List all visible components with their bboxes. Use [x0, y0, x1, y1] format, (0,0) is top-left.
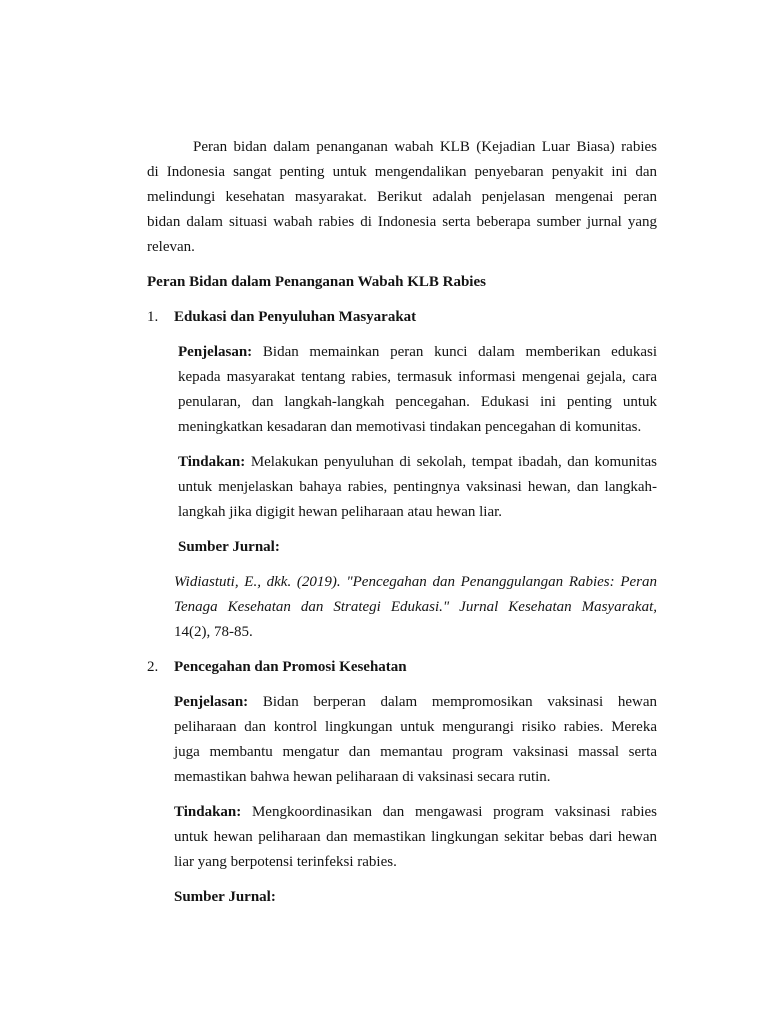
tindakan-label: Tindakan: — [174, 803, 242, 820]
sumber-jurnal-heading — [178, 535, 657, 560]
intro-line — [147, 185, 657, 210]
tindakan-label: Tindakan: — [178, 453, 246, 470]
intro-line-text: relevan. — [147, 238, 195, 255]
citation-line — [174, 620, 657, 645]
citation-line — [174, 595, 657, 620]
intro-line-text: melindungi kesehatan masyarakat. Berikut adalah penjelasan mengenai peran — [147, 188, 657, 205]
paragraph-line-content — [174, 800, 657, 825]
list-item-number: 1. — [147, 308, 159, 325]
penjelasan-paragraph — [174, 690, 657, 790]
section-heading-text: Peran Bidan dalam Penanganan Wabah KLB Rabies — [147, 273, 486, 290]
penjelasan-paragraph — [178, 340, 657, 440]
paragraph-line-text: untuk hewan peliharaan dan memastikan lingkungan sekitar bebas dari hewan — [174, 828, 657, 845]
intro-line — [147, 235, 657, 260]
paragraph-line-text: liar yang berpotensi terinfeksi rabies. — [174, 853, 397, 870]
paragraph-line-text: Bidan memainkan peran kunci dalam memberikan edukasi — [262, 343, 658, 360]
paragraph-line — [178, 340, 657, 365]
penjelasan-label: Penjelasan: — [174, 693, 249, 710]
citation-line-text: Widiastuti, E., dkk. (2019). "Pencegahan dan Penanggulangan Rabies: Peran — [174, 573, 657, 590]
paragraph-line — [178, 365, 657, 390]
paragraph-line — [174, 765, 657, 790]
paragraph-line-text: untuk menjelaskan bahaya rabies, pentingnya vaksinasi hewan, dan langkah- — [178, 478, 657, 495]
paragraph-line-text: peliharaan dan kontrol lingkungan untuk mengurangi risiko rabies. Mereka — [174, 718, 657, 735]
paragraph-line — [178, 500, 657, 525]
paragraph-line-content — [178, 450, 657, 475]
paragraph-line-text: Melakukan penyuluhan di sekolah, tempat ibadah, dan komunitas — [250, 453, 658, 470]
list-item-title — [147, 655, 657, 680]
paragraph-line-text: penularan, dan langkah-langkah pencegahan. Edukasi ini penting untuk — [178, 393, 657, 410]
paragraph-line — [174, 825, 657, 850]
penjelasan-label: Penjelasan: — [178, 343, 253, 360]
list-item-title-text: Pencegahan dan Promosi Kesehatan — [174, 658, 407, 675]
paragraph-line — [174, 690, 657, 715]
paragraph-line — [178, 450, 657, 475]
paragraph-line-content — [178, 340, 657, 365]
intro-line — [147, 135, 657, 160]
paragraph-line — [178, 390, 657, 415]
paragraph-line — [174, 740, 657, 765]
paragraph-line-text: Bidan berperan dalam mempromosikan vaksinasi hewan — [262, 693, 657, 710]
document-page — [147, 135, 657, 910]
journal-citation — [174, 570, 657, 645]
intro-line — [147, 210, 657, 235]
list-item-number: 2. — [147, 658, 159, 675]
tindakan-paragraph — [174, 800, 657, 875]
paragraph-line-text: memastikan bahwa hewan peliharaan di vaksinasi secara rutin. — [174, 768, 551, 785]
paragraph-line — [174, 715, 657, 740]
citation-line-text: Tenaga Kesehatan dan Strategi Edukasi." Jurnal Kesehatan Masyarakat, — [174, 598, 657, 615]
paragraph-line — [178, 475, 657, 500]
paragraph-line-text: juga membantu mengatur dan memantau program vaksinasi massal serta — [174, 743, 657, 760]
section-heading — [147, 270, 657, 295]
tindakan-paragraph — [178, 450, 657, 525]
paragraph-line-text: meningkatkan kesadaran dan memotivasi tindakan pencegahan di komunitas. — [178, 418, 642, 435]
intro-line-text: Peran bidan dalam penanganan wabah KLB (Kejadian Luar Biasa) rabies — [193, 138, 657, 155]
paragraph-line — [178, 415, 657, 440]
paragraph-line — [174, 800, 657, 825]
sumber-jurnal-label: Sumber Jurnal: — [174, 888, 276, 905]
list-item-title — [147, 305, 657, 330]
paragraph-line-text: langkah jika digigit hewan peliharaan atau hewan liar. — [178, 503, 503, 520]
list-item-title-text: Edukasi dan Penyuluhan Masyarakat — [174, 308, 417, 325]
intro-paragraph — [147, 135, 657, 260]
paragraph-line-text: Mengkoordinasikan dan mengawasi program vaksinasi rabies — [251, 803, 658, 820]
intro-line-text: bidan dalam situasi wabah rabies di Indonesia serta beberapa sumber jurnal yang — [147, 213, 657, 230]
intro-line — [147, 160, 657, 185]
paragraph-line — [174, 850, 657, 875]
paragraph-line-text: kepada masyarakat tentang rabies, termasuk informasi mengenai gejala, cara — [178, 368, 657, 385]
intro-line-text: di Indonesia sangat penting untuk mengendalikan penyebaran penyakit ini dan — [147, 163, 657, 180]
paragraph-line-content — [174, 690, 657, 715]
sumber-jurnal-label: Sumber Jurnal: — [178, 538, 280, 555]
citation-line — [174, 570, 657, 595]
sumber-jurnal-heading — [174, 885, 657, 910]
citation-line-text: 14(2), 78-85. — [174, 623, 253, 640]
